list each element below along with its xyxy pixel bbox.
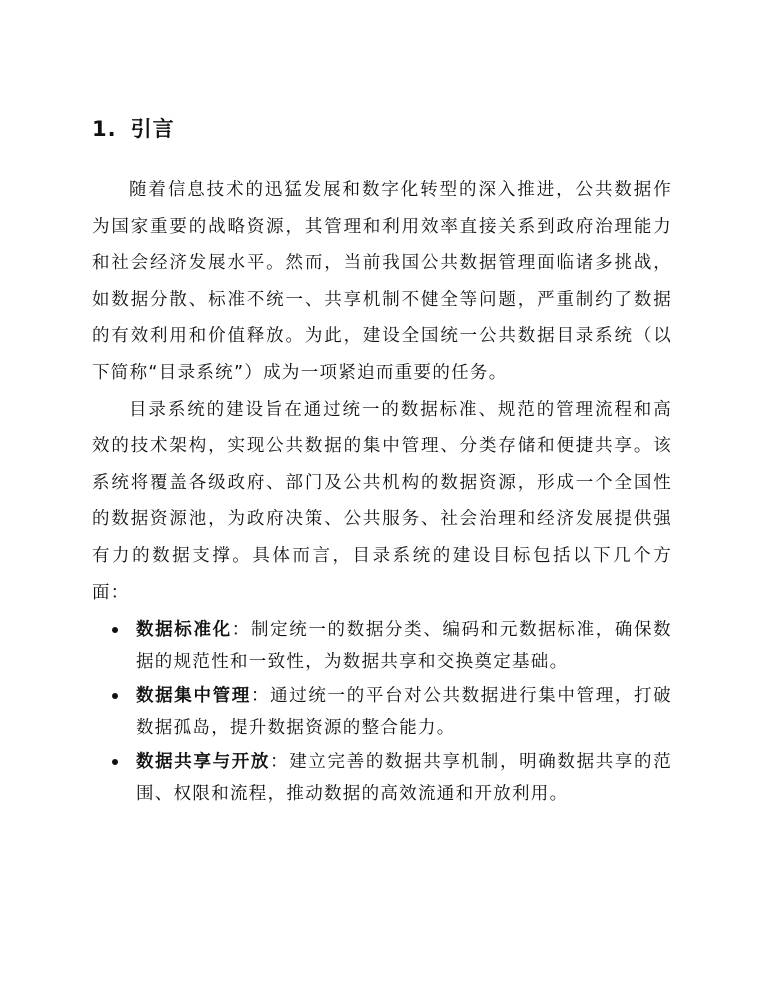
goal-description: 制定统一的数据分类、编码和元数据标准，确保数据的规范性和一致性，为数据共享和交换奠定基础。 (136, 620, 672, 673)
goal-item-sharing-and-opening (92, 746, 672, 810)
goals-list (92, 614, 672, 810)
paragraph-background: 随着信息技术的迅猛发展和数字化转型的深入推进，公共数据作为国家重要的战略资源，其管理和利用效率直接关系到政府治理能力和社会经济发展水平。然而，当前我国公共数据管理面临诸多挑战，如数据分散、标准不统一、共享机制不健全等问题，严重制约了数据的有效利用和价值释放。为此，建设全国统一公共数据目录系统（以下简称“目录系统”）成为一项紧迫而重要的任务。 (92, 180, 672, 383)
goal-separator: ： (270, 752, 290, 773)
section-body (92, 172, 672, 812)
section-title: 引言 (130, 117, 175, 141)
bullet-dot-icon (112, 627, 118, 633)
goal-item-standardization (92, 614, 672, 678)
goal-item-centralized-management (92, 680, 672, 744)
goal-term: 数据标准化 (136, 620, 232, 641)
goal-description: 建立完善的数据共享机制，明确数据共享的范围、权限和流程，推动数据的高效流通和开放利用。 (136, 752, 672, 805)
bullet-dot-icon (112, 759, 118, 765)
goal-term: 数据集中管理 (136, 686, 251, 707)
section-heading (92, 113, 175, 145)
paragraph-goals-intro: 目录系统的建设旨在通过统一的数据标准、规范的管理流程和高效的技术架构，实现公共数据的集中管理、分类存储和便捷共享。该系统将覆盖各级政府、部门及公共机构的数据资源，形成一个全国性的数据资源池，为政府决策、公共服务、社会治理和经济发展提供强有力的数据支撑。具体而言，目录系统的建设目标包括以下几个方面： (92, 399, 672, 603)
goal-description: 通过统一的平台对公共数据进行集中管理，打破数据孤岛，提升数据资源的整合能力。 (136, 686, 672, 739)
section-number: 1. (92, 117, 117, 141)
goal-separator: ： (231, 620, 251, 641)
goal-separator: ： (250, 686, 271, 707)
goal-term: 数据共享与开放 (136, 752, 271, 773)
bullet-dot-icon (112, 693, 118, 699)
